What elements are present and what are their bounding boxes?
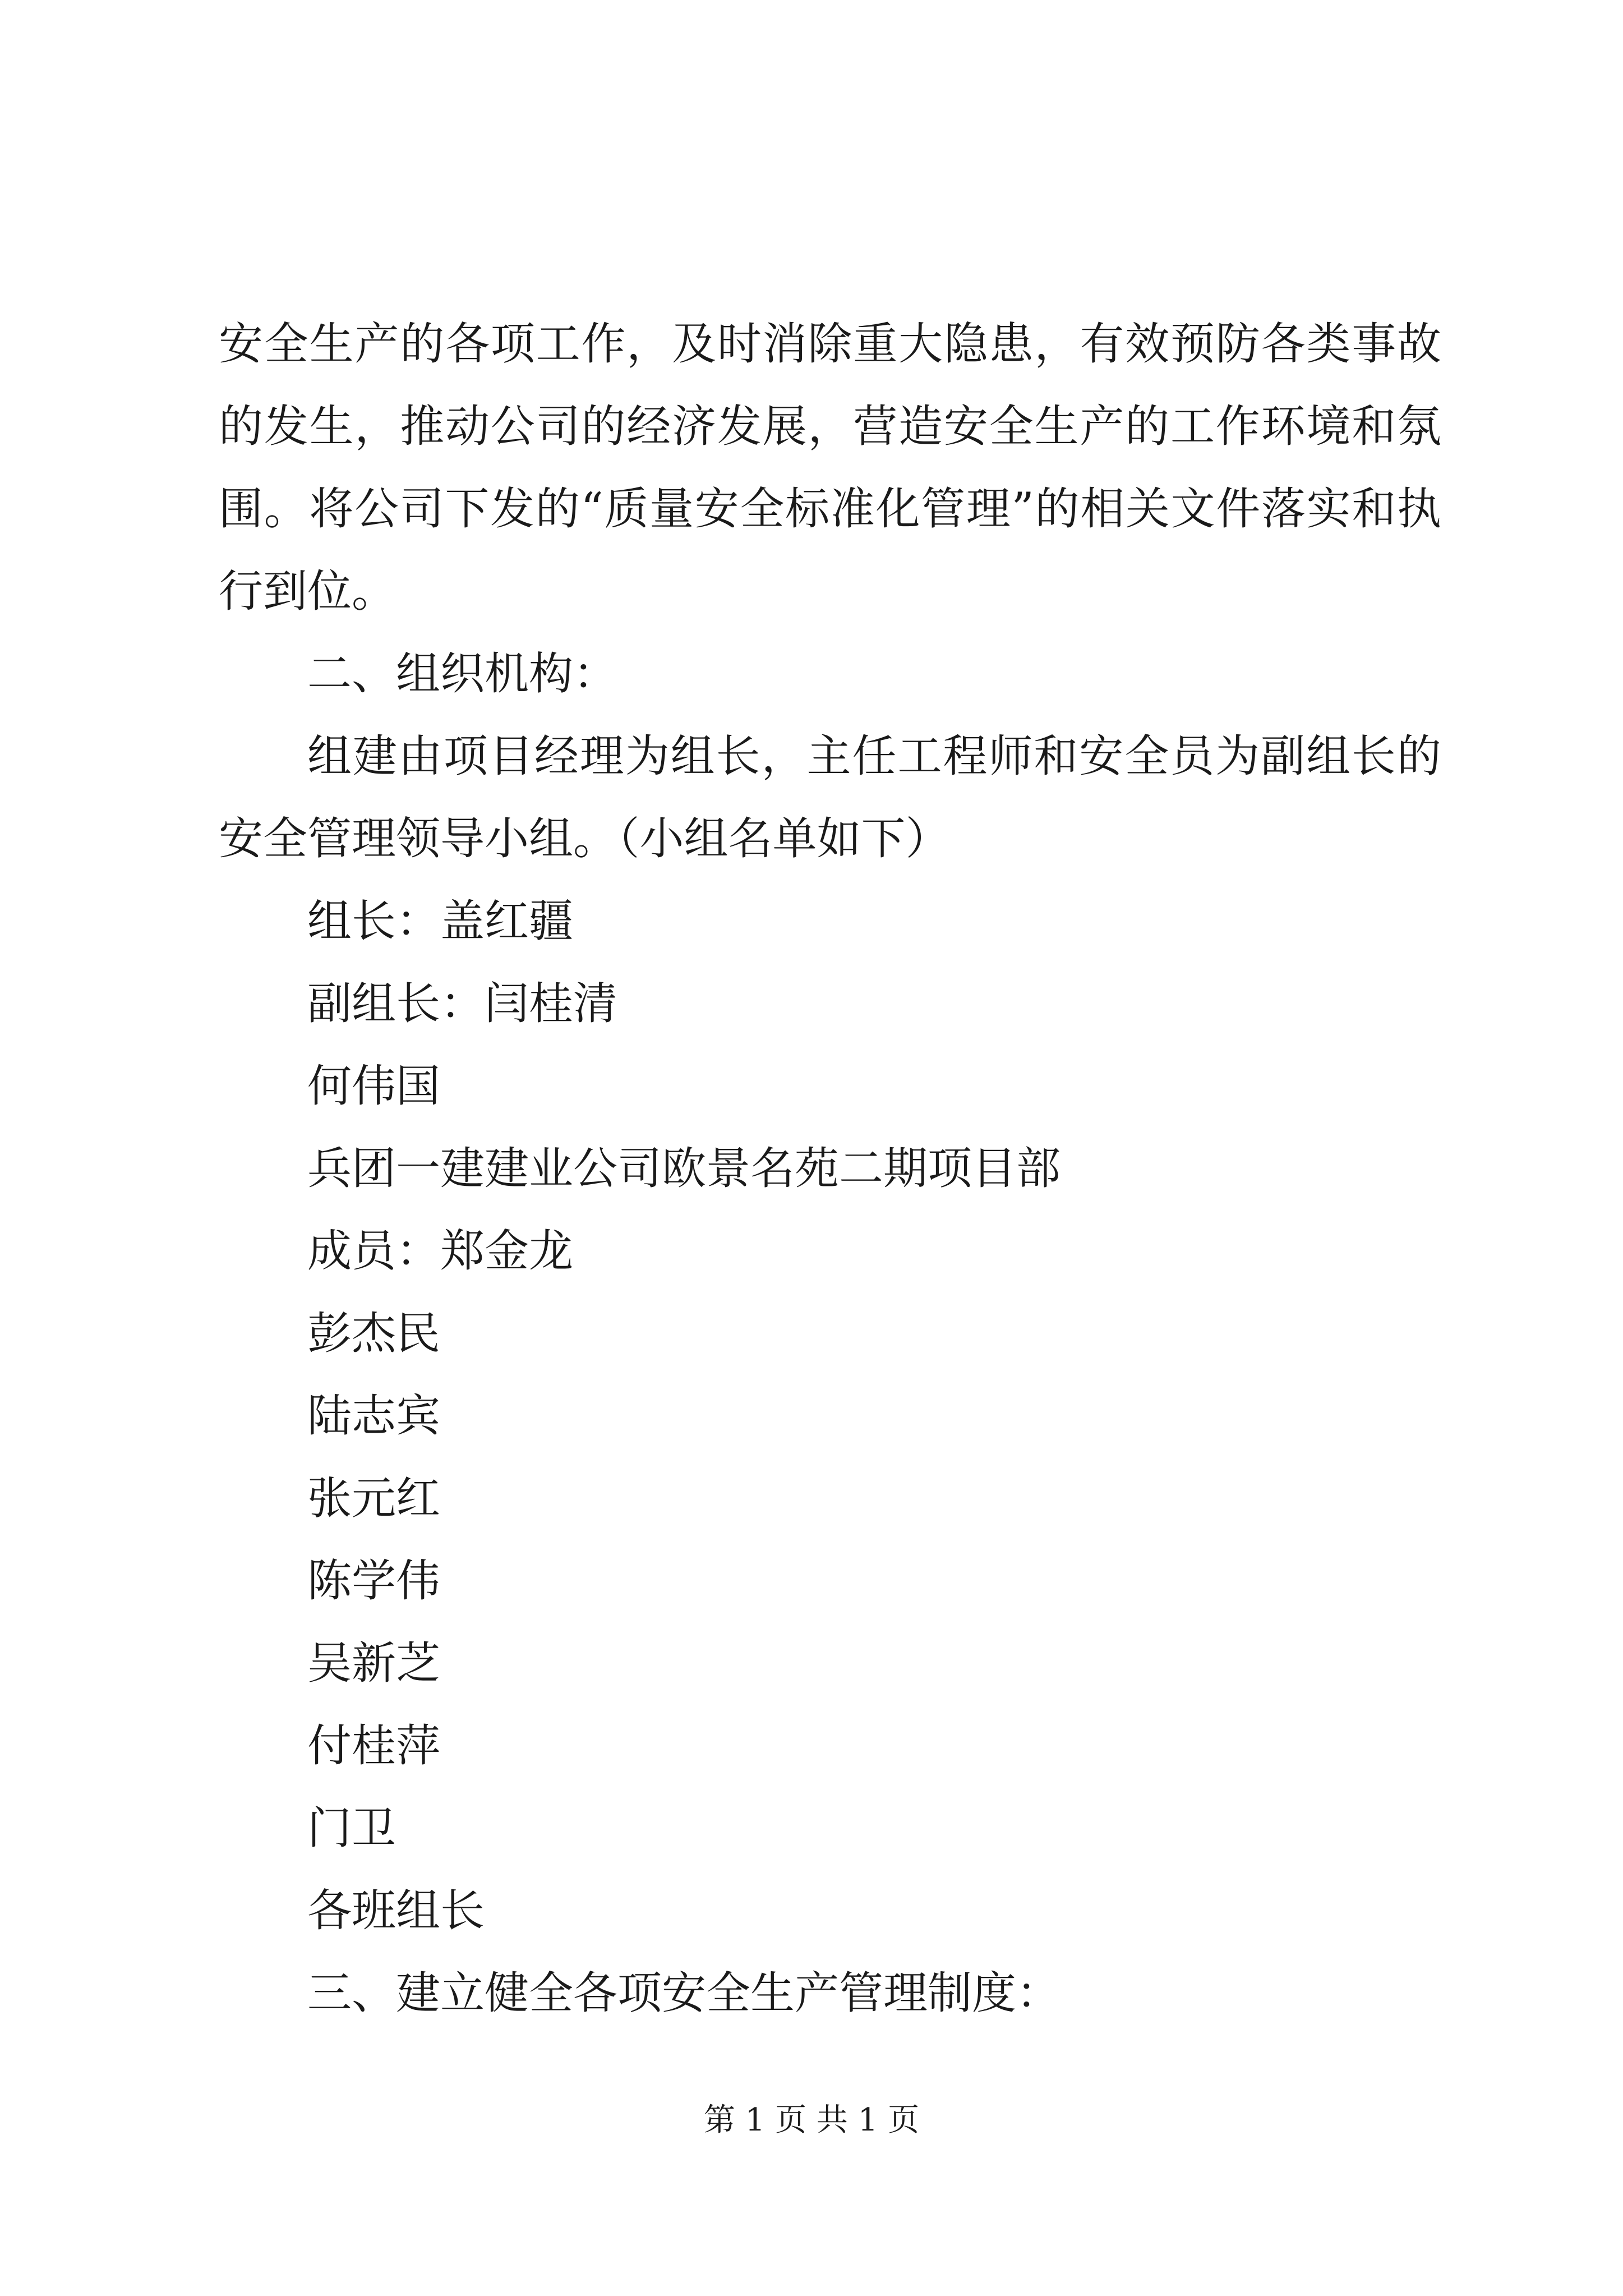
section-3-heading: 三、建立健全各项安全生产管理制度： [307, 1967, 1061, 2019]
deputy-leader-second: 何伟国 [307, 1060, 440, 1112]
member-name: 陆志宾 [307, 1390, 440, 1442]
member-name: 门卫 [307, 1802, 396, 1854]
member-name: 张元红 [307, 1473, 440, 1524]
member-name: 吴新芝 [307, 1637, 440, 1689]
member-name: 彭杰民 [307, 1308, 440, 1359]
page-number-label: 第 1 页 共 1 页 [703, 2102, 920, 2138]
page-footer [0, 2101, 1623, 2140]
deputy-leader-line: 副组长：闫桂清 [307, 978, 617, 1029]
member-name: 各班组长 [307, 1885, 485, 1936]
section-2-heading: 二、组织机构： [307, 648, 617, 700]
leader-line: 组长：盖红疆 [307, 895, 573, 947]
member-name: 陈学伟 [307, 1555, 440, 1607]
section-2-paragraph: 组建由项目经理为组长，主任工程师和安全员为副组长的安全管理领导小组。（小组名单如下） [219, 730, 1441, 864]
member-name: 付桂萍 [307, 1720, 440, 1772]
department-line: 兵团一建建业公司欧景名苑二期项目部 [307, 1143, 1061, 1194]
document-body [219, 303, 1441, 2035]
members-line: 成员：郑金龙 [307, 1225, 573, 1277]
opening-paragraph: 安全生产的各项工作，及时消除重大隐患，有效预防各类事故的发生，推动公司的经济发展，营造安全生产的工作环境和氛围。将公司下发的“质量安全标准化管理”的相关文件落实和执行到位。 [219, 318, 1441, 617]
